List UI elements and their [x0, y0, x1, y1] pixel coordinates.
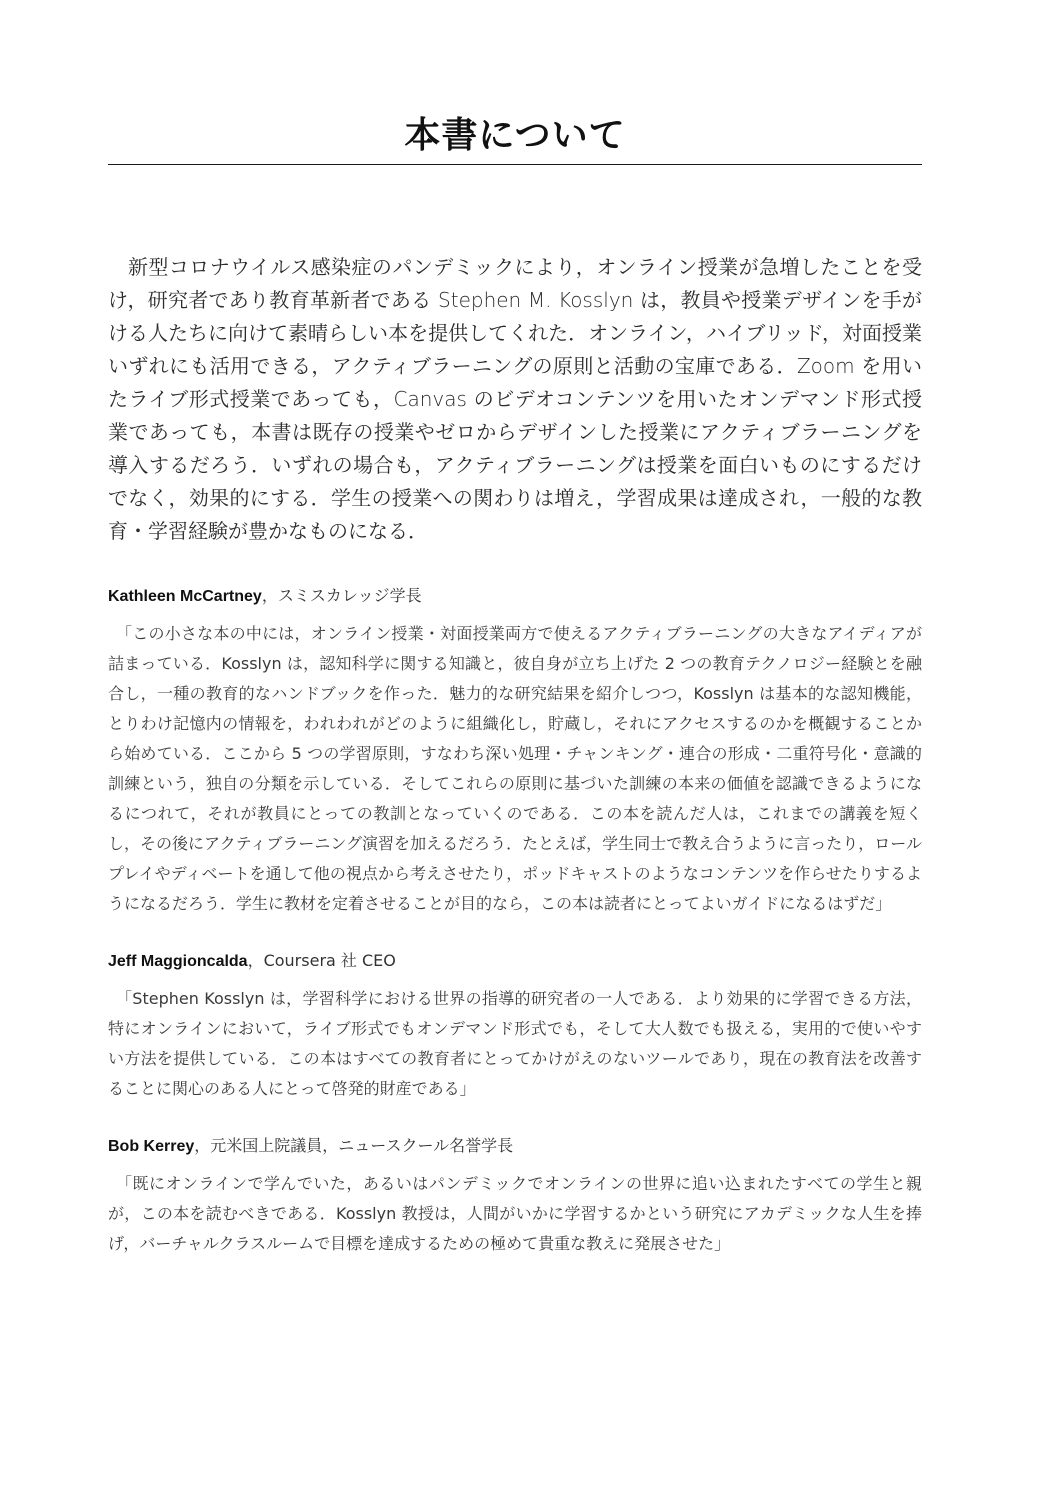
endorser-role: ，Coursera 社 CEO [247, 951, 396, 970]
endorsement-quote: 「Stephen Kosslyn は，学習科学における世界の指導的研究者の一人である．より効果的に学習できる方法，特にオンラインにおいて，ライブ形式でもオンデマンド形式でも，そして大人数でも扱える，実用的で使いやすい方法を提供している．この本はすべての教育者にとってかけがえのないツールであり，現在の教育法を改善することに関心のある人にとって啓発的財産である」 [108, 989, 922, 1098]
endorser-line [108, 1134, 922, 1159]
endorser-role: ，元米国上院議員，ニュースクール名誉学長 [194, 1136, 514, 1155]
intro-paragraph: 新型コロナウイルス感染症のパンデミックにより，オンライン授業が急増したことを受け，研究者であり教育革新者である Stephen M. Kosslyn は，教員や授業デザインを手がける人たちに向けて素晴らしい本を提供してくれた．オンライン，ハイブリッド，対面授業いずれにも活用できる，アクティブラーニングの原則と活動の宝庫である．Zoom を用いたライブ形式授業であっても，Canvas のビデオコンテンツを用いたオンデマンド形式授業であっても，本書は既存の授業やゼロからデザインした授業にアクティブラーニングを導入するだろう．いずれの場合も，アクティブラーニングは授業を面白いものにするだけでなく，効果的にする．学生の授業への関わりは増え，学習成果は達成され，一般的な教育・学習経験が豊かなものになる． [108, 255, 922, 543]
endorsement-quote: 「既にオンラインで学んでいた，あるいはパンデミックでオンラインの世界に追い込まれたすべての学生と親が，この本を読むべきである．Kosslyn 教授は，人間がいかに学習するかという研究にアカデミックな人生を捧げ，バーチャルクラスルームで目標を達成するための極めて貴重な教えに発展させた」 [108, 1174, 922, 1253]
page-title: 本書について [404, 115, 626, 156]
endorsement [108, 1134, 922, 1259]
title-divider [108, 164, 922, 165]
document-page [108, 0, 922, 1259]
endorsement-quote: 「この小さな本の中には，オンライン授業・対面授業両方で使えるアクティブラーニングの大きなアイディアが詰まっている．Kosslyn は，認知科学に関する知識と，彼自身が立ち上げた 2 つの教育テクノロジー経験とを融合し，一種の教育的なハンドブックを作った．魅力的な研究結果を紹介しつつ，Kosslyn は基本的な認知機能，とりわけ記憶内の情報を，われわれがどのように組織化し，貯蔵し，それにアクセスするのかを概観することから始めている．ここから 5 つの学習原則，すなわち深い処理・チャンキング・連合の形成・二重符号化・意識的訓練という，独自の分類を示している．そしてこれらの原則に基づいた訓練の本来の価値を認識できるようになるにつれて，それが教員にとっての教訓となっていくのである．この本を読んだ人は，これまでの講義を短くし，その後にアクティブラーニング演習を加えるだろう．たとえば，学生同士で教え合うように言ったり，ロールプレイやディベートを通して他の視点から考えさせたり，ポッドキャストのようなコンテンツを作らせたりするようになるだろう．学生に教材を定着させることが目的なら，この本は読者にとってよいガイドになるはずだ」 [108, 624, 922, 913]
endorser-name: Bob Kerrey [108, 1138, 195, 1155]
endorser-name: Kathleen McCartney [108, 588, 262, 605]
endorsement [108, 949, 922, 1104]
endorser-role: ，スミスカレッジ学長 [261, 586, 422, 605]
endorsement [108, 584, 922, 919]
endorser-line [108, 584, 922, 609]
endorser-name: Jeff Maggioncalda [108, 953, 248, 970]
endorser-line [108, 949, 922, 974]
